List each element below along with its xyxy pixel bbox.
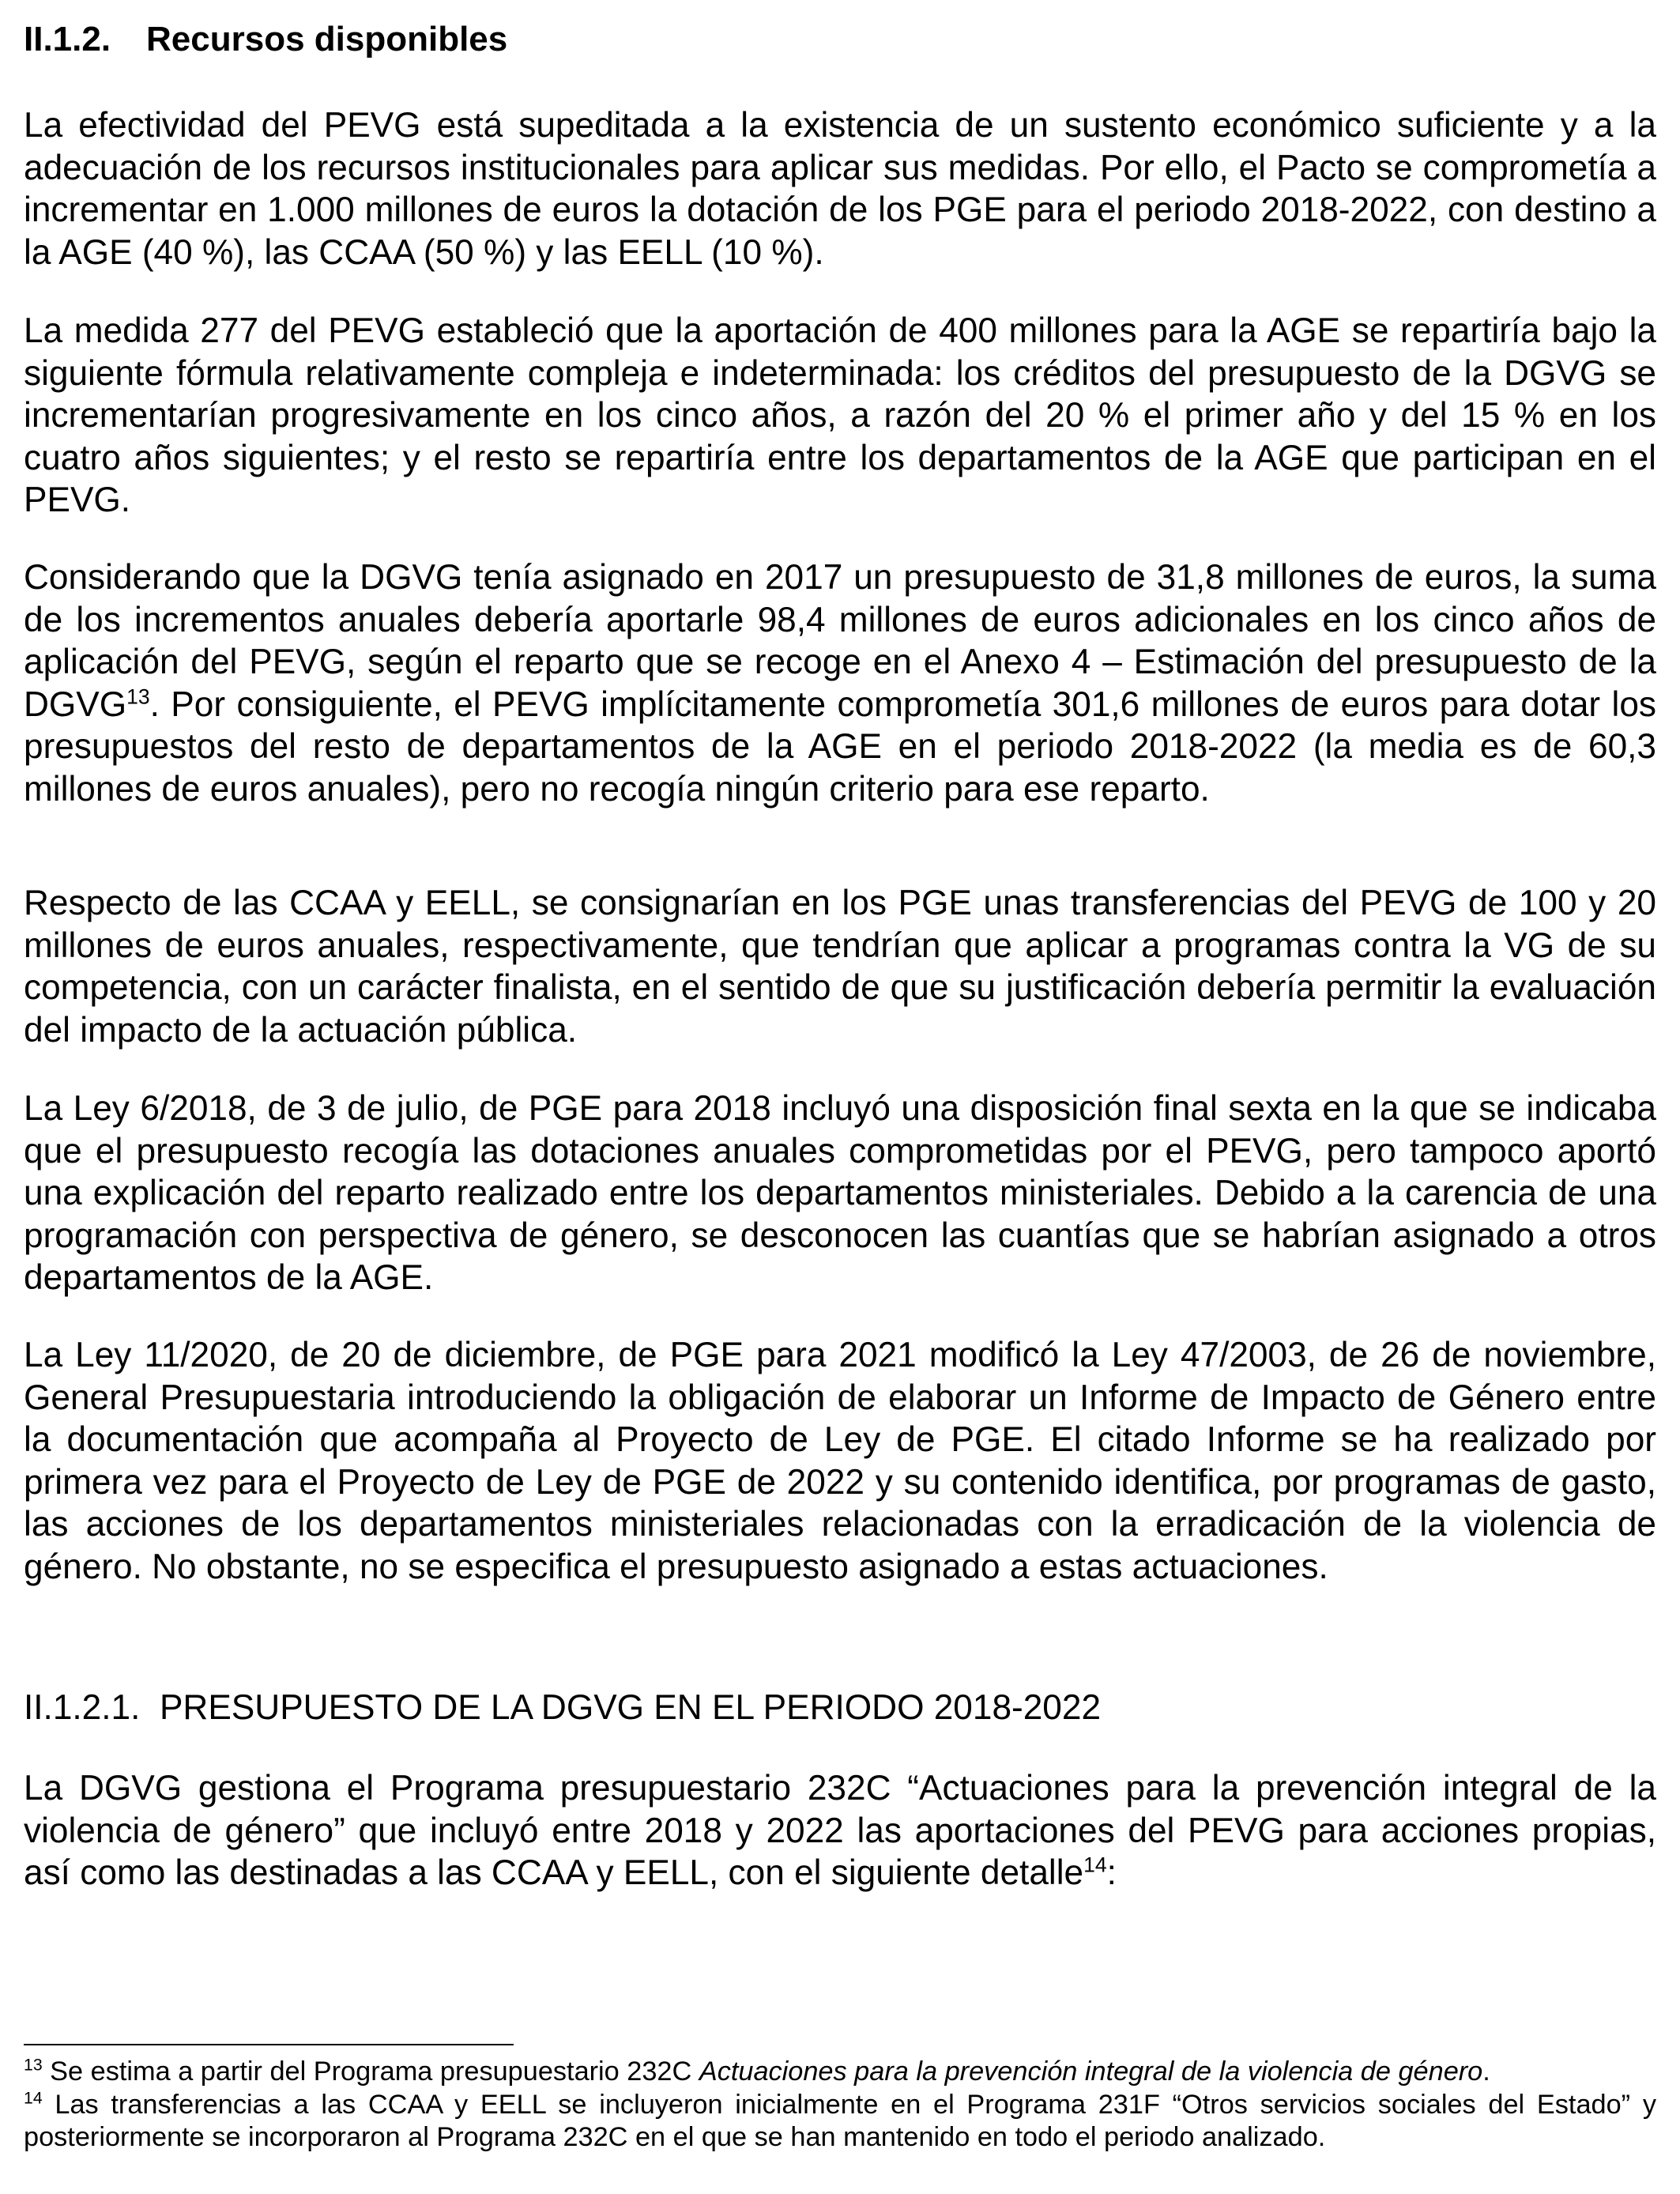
section-heading [24,17,507,62]
footnote-14-number: 14 [24,2088,43,2108]
footnotes [24,2056,1656,2154]
paragraph-7 [24,1767,1656,1894]
paragraph-1: La efectividad del PEVG está supeditada a la existencia de un sustento económico suficiente y a la adecuación de los recursos institucionales para aplicar sus medidas. Por ello, el Pacto se comprometía a incrementar en 1.000 millones de euros la dotación de los PGE para el periodo 2018-2022, con destino a la AGE (40 %), las CCAA (50 %) y las EELL (10 %). [24,106,1656,272]
paragraph-3 [24,556,1656,810]
footnote-14-text: Las transferencias a las CCAA y EELL se incluyeron inicialmente en el Programa 231F “Otros servicios sociales del Estado” y posteriormente se incorporaron al Programa 232C en el que se han mantenido en todo el periodo analizado. [24,2089,1656,2152]
footnote-separator [24,2044,514,2045]
paragraph-4: Respecto de las CCAA y EELL, se consignarían en los PGE unas transferencias del PEVG de 100 y 20 millones de euros anuales, respectivamente, que tendrían que aplicar a programas contra la VG de su competencia, con un carácter finalista, en el sentido de que su justificación debería permitir la evaluación del impacto de la actuación pública. [24,884,1656,1050]
footnote-ref-14[interactable]: 14 [1083,1853,1107,1877]
footnote-13-text-a: Se estima a partir del Programa presupuestario 232C [42,2056,699,2087]
subsection-number: II.1.2.1. [24,1688,141,1727]
subsection-title: PRESUPUESTO DE LA DGVG EN EL PERIODO 2018-2022 [159,1688,1102,1727]
paragraph-3-text-b: . Por consiguiente, el PEVG implícitamente comprometía 301,6 millones de euros para dotar los presupuestos del resto de departamentos de la AGE en el periodo 2018-2022 (la media es de 60,3 millones de euros anuales), pero no recogía ningún criterio para ese reparto. [24,684,1656,809]
footnote-13-text-b: . [1482,2056,1490,2087]
paragraph-1-block [24,104,1656,273]
footnote-13 [24,2056,1656,2089]
paragraph-6-block [24,1334,1656,1588]
paragraph-2-block [24,310,1656,522]
paragraph-7-text-b: : [1106,1853,1117,1892]
paragraph-4-block [24,882,1656,1051]
paragraph-7-text-a: La DGVG gestiona el Programa presupuestario 232C “Actuaciones para la prevención integral de la violencia de género” que incluyó entre 2018 y 2022 las aportaciones del PEVG para acciones propias, así como las destinadas a las CCAA y EELL, con el siguiente detalle [24,1769,1656,1892]
paragraph-3-text-a: Considerando que la DGVG tenía asignado en 2017 un presupuesto de 31,8 millones de euros, la suma de los incrementos anuales debería aportarle 98,4 millones de euros adicionales en los cinco años de aplicación del PEVG, según el reparto que se recoge en el Anexo 4 – Estimación del presupuesto de la DGVG [24,558,1656,724]
paragraph-7-block [24,1767,1656,1894]
paragraph-3-block [24,556,1656,810]
footnote-13-number: 13 [24,2055,43,2075]
section-number: II.1.2. [24,20,111,58]
paragraph-5: La Ley 6/2018, de 3 de julio, de PGE para 2018 incluyó una disposición final sexta en la que se indicaba que el presupuesto recogía las dotaciones anuales comprometidas por el PEVG, pero tampoco aportó una explicación del reparto realizado entre los departamentos ministeriales. Debido a la carencia de una programación con perspectiva de género, se desconocen las cuantías que se habrían asignado a otros departamentos de la AGE. [24,1089,1656,1297]
section-title: Recursos disponibles [146,20,508,58]
paragraph-2: La medida 277 del PEVG estableció que la aportación de 400 millones para la AGE se repartiría bajo la siguiente fórmula relativamente compleja e indeterminada: los créditos del presupuesto de la DGVG se incrementarían progresivamente en los cinco años, a razón del 20 % el primer año y del 15 % en los cuatro años siguientes; y el resto se repartiría entre los departamentos de la AGE que participan en el PEVG. [24,311,1656,519]
subsection-heading [24,1687,1656,1729]
paragraph-6: La Ley 11/2020, de 20 de diciembre, de PGE para 2021 modificó la Ley 47/2003, de 26 de noviembre, General Presupuestaria introduciendo la obligación de elaborar un Informe de Impacto de Género entre la documentación que acompaña al Proyecto de Ley de PGE. El citado Informe se ha realizado por primera vez para el Proyecto de Ley de PGE de 2022 y su contenido identifica, por programas de gasto, las acciones de los departamentos ministeriales relacionadas con la erradicación de la violencia de género. No obstante, no se especifica el presupuesto asignado a estas actuaciones. [24,1336,1656,1586]
footnote-14 [24,2089,1656,2154]
footnote-13-italic: Actuaciones para la prevención integral de la violencia de género [699,2056,1483,2087]
paragraph-5-block [24,1088,1656,1299]
footnote-ref-13[interactable]: 13 [126,684,150,708]
